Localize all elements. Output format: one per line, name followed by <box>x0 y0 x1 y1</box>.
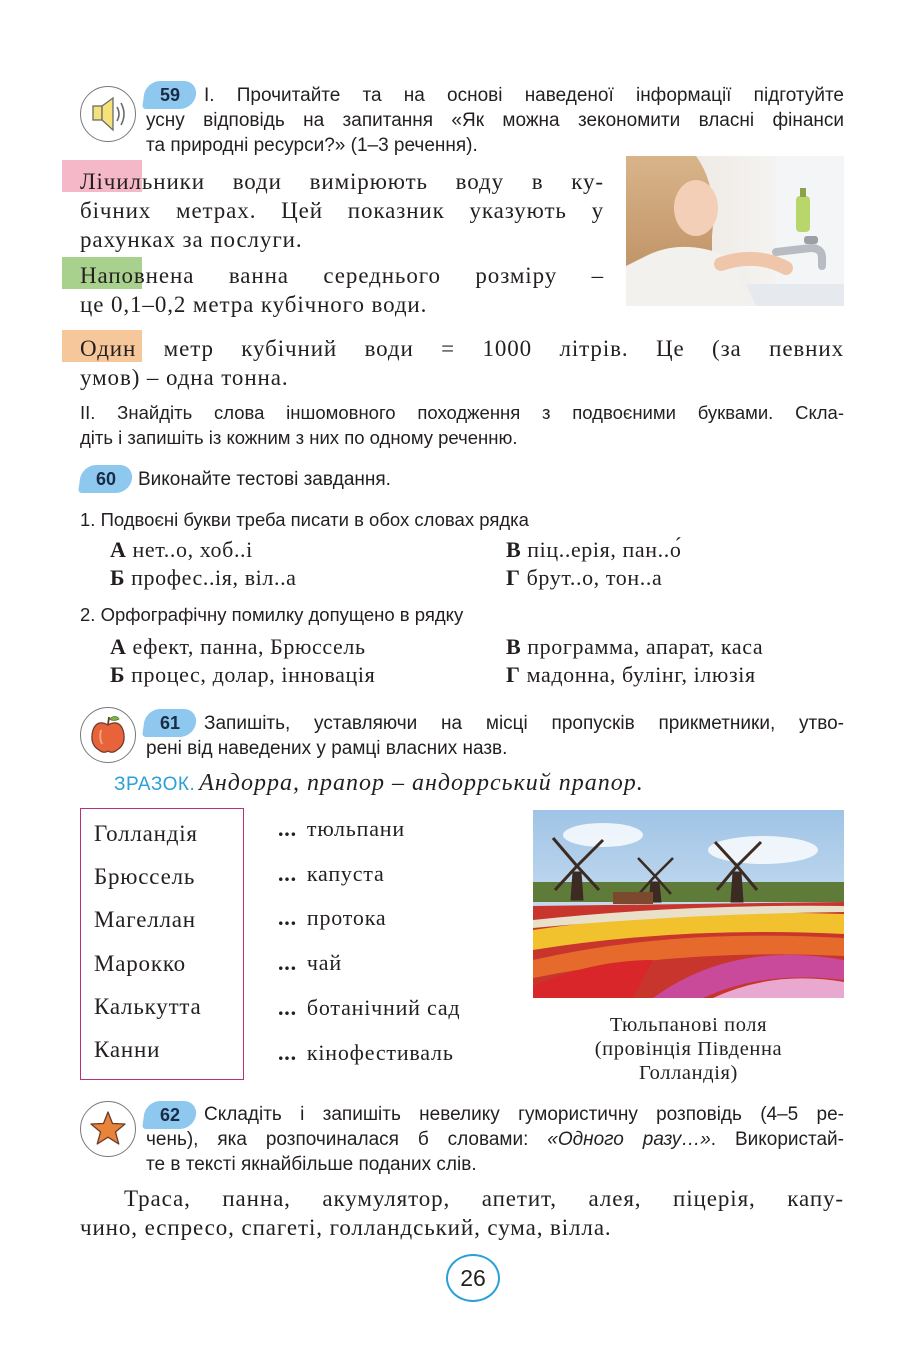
fact-text: Наповнена ванна середнього розміру – <box>80 263 604 288</box>
tulip-fields-photo <box>533 810 844 998</box>
proper-name: Калькутта <box>94 994 202 1019</box>
sample-text: Андорра, прапор – андоррський прапор. <box>199 770 644 796</box>
noun-with-gap: ... чай <box>278 950 342 975</box>
task-instruction: усну відповідь на запитання «Як можна зекономити власні фінанси <box>146 110 844 131</box>
answer-option: Б профес..ія, віл..а <box>110 565 297 590</box>
apple-icon <box>80 707 136 763</box>
proper-name: Голландія <box>94 821 198 846</box>
fact-text: умов) – одна тонна. <box>80 365 289 390</box>
photo-caption: Тюльпанові поля (провінція Південна Голландія) <box>594 1014 783 1084</box>
task-instruction: та природні ресурси?» (1–3 речення). <box>146 135 478 156</box>
task-instruction: Складіть і запишіть невелику гумористичну розповідь (4–5 ре- <box>204 1104 844 1125</box>
page-number: 26 <box>446 1254 500 1302</box>
task-number: 62 <box>159 1105 181 1125</box>
answer-option: Г мадонна, булінг, ілюзія <box>506 662 756 687</box>
fact-text: Лічильники води вимірюють воду в ку- <box>80 169 604 194</box>
answer-option: В программа, апарат, каса <box>506 634 764 659</box>
proper-name: Канни <box>94 1037 161 1062</box>
answer-option: Б процес, долар, інновація <box>110 662 376 687</box>
loudspeaker-icon <box>80 86 136 142</box>
noun-with-gap: ... тюльпани <box>278 816 405 841</box>
task-instruction: чень), яка розпочиналася б словами: «Одного разу…». Використай- <box>146 1129 844 1150</box>
proper-name: Магеллан <box>94 907 196 932</box>
task-part-two: діть і запишіть із кожним з них по одному реченню. <box>80 427 518 448</box>
noun-with-gap: ... кінофестиваль <box>278 1040 454 1065</box>
task-number: 61 <box>159 713 181 733</box>
fact-text: це 0,1–0,2 метра кубічного води. <box>80 292 428 317</box>
proper-name: Марокко <box>94 951 186 976</box>
answer-option: Г брут..о, тон..а <box>506 565 663 590</box>
answer-option: А ефект, панна, Брюссель <box>110 634 366 659</box>
fact-text: рахунках за послуги. <box>80 227 303 252</box>
question-text: 2. Орфографічну помилку допущено в рядку <box>80 604 464 625</box>
task-instruction: те в тексті якнайбільше поданих слів. <box>146 1154 477 1175</box>
fact-text: Один метр кубічний води = 1000 літрів. Це (за певних <box>80 336 844 361</box>
noun-with-gap: ... ботанічний сад <box>278 995 461 1020</box>
word-list: Траса, панна, акумулятор, апетит, алея, піцерія, капу- <box>124 1186 844 1211</box>
task-number: 60 <box>95 469 117 489</box>
task-number-badge <box>142 1101 198 1129</box>
word-list: чино, еспресо, спагеті, голландський, сума, вілла. <box>80 1215 612 1240</box>
task-instruction: Виконайте тестові завдання. <box>138 469 391 490</box>
task-instruction: Запишіть, уставляючи на місці пропусків прикметники, утво- <box>204 713 844 734</box>
task-number-badge <box>142 709 198 737</box>
task-instruction: I. Прочитайте та на основі наведеної інформації підготуйте <box>204 85 844 106</box>
noun-with-gap: ... капуста <box>278 861 385 886</box>
task-instruction: рені від наведених у рамці власних назв. <box>146 738 508 759</box>
girl-washing-hands-photo <box>626 156 844 306</box>
proper-name: Брюссель <box>94 864 196 889</box>
task-number: 59 <box>159 85 181 105</box>
answer-option: В піц..ерія, пан..о́ <box>506 537 682 562</box>
question-text: 1. Подвоєні букви треба писати в обох словах рядка <box>80 509 529 530</box>
sample-label: ЗРАЗОК. <box>114 774 196 795</box>
noun-with-gap: ... протока <box>278 905 387 930</box>
fact-text: бічних метрах. Цей показник указують у <box>80 198 604 223</box>
task-part-two: II. Знайдіть слова іншомовного походження з подвоєними буквами. Скла- <box>80 402 844 423</box>
task-number-badge <box>78 465 134 493</box>
task-number-badge <box>142 81 198 109</box>
answer-option: А нет..о, хоб..і <box>110 537 253 562</box>
star-icon <box>80 1101 136 1157</box>
sample <box>114 770 644 797</box>
